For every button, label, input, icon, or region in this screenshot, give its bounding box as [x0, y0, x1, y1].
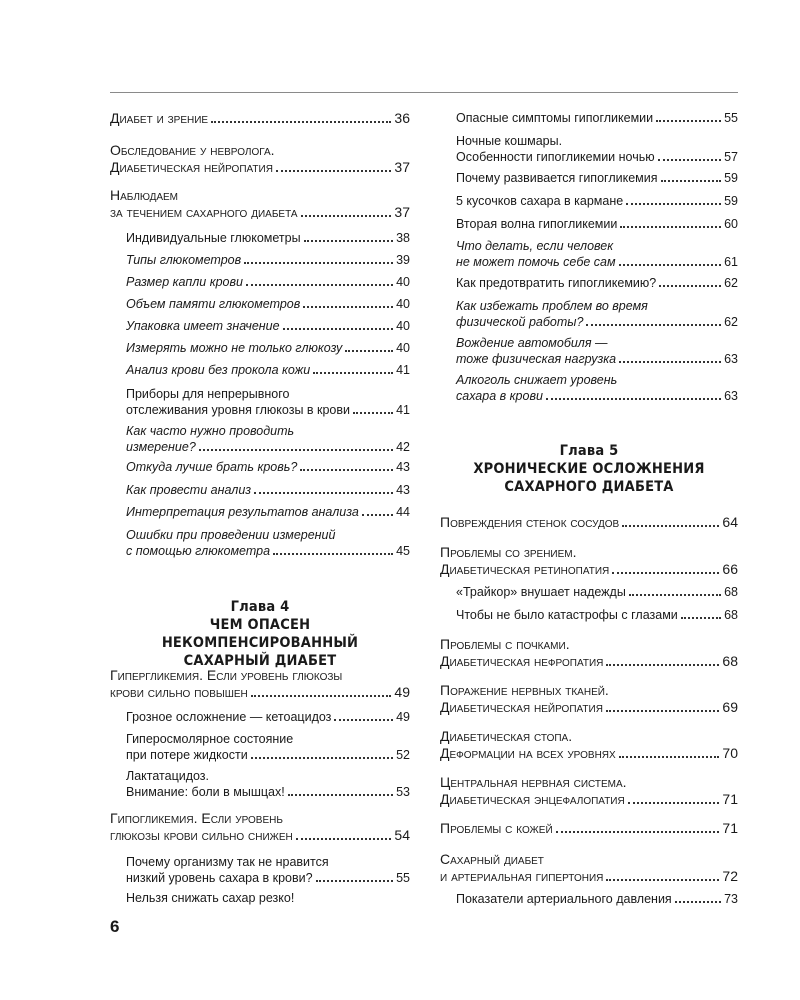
dot-leader	[628, 802, 720, 804]
chapter-4-title-line-1: ЧЕМ ОПАСЕН НЕКОМПЕНСИРОВАННЫЙ	[161, 617, 359, 651]
toc-entry-page: 59	[724, 171, 738, 185]
toc-entry-title: Проблемы с почками.	[440, 636, 570, 652]
dot-leader	[586, 324, 721, 326]
dot-leader	[619, 361, 721, 363]
toc-entry	[456, 133, 738, 165]
dot-leader	[606, 710, 719, 712]
toc-entry	[126, 423, 410, 455]
toc-entry-title: Анализ крови без прокола кожи	[126, 363, 311, 377]
toc-entry-title: при потере жидкости	[126, 748, 248, 762]
toc-entry	[110, 142, 410, 176]
toc-entry-title: Обследование у невролога.	[110, 142, 275, 158]
toc-entry-page: 68	[724, 585, 738, 599]
toc-entry	[126, 731, 410, 763]
toc-entry-title: Наблюдаем	[110, 187, 179, 203]
toc-entry	[440, 820, 738, 837]
toc-entry-page: 42	[396, 440, 410, 454]
toc-entry-title: Откуда лучше брать кровь?	[126, 460, 298, 474]
toc-entry-title: тоже физическая нагрузка	[456, 352, 617, 366]
dot-leader	[629, 594, 721, 596]
toc-entry-title: глюкозы крови сильно снижен	[110, 827, 293, 843]
toc-entry-page: 52	[396, 748, 410, 762]
toc-entry-title: Диабетическая нейропатия	[110, 159, 273, 175]
toc-entry-title: Объем памяти глюкометров	[126, 297, 301, 311]
toc-entry-title: Ночные кошмары.	[456, 134, 563, 148]
toc-entry-title: измерение?	[126, 440, 196, 454]
toc-entry-page: 36	[394, 110, 410, 126]
dot-leader	[681, 617, 721, 619]
toc-entry-page: 43	[396, 483, 410, 497]
toc-entry-page: 72	[722, 868, 738, 884]
toc-entry-page: 63	[724, 389, 738, 403]
toc-entry-title: Внимание: боли в мышцах!	[126, 785, 285, 799]
toc-entry	[440, 636, 738, 670]
toc-entry-page: 37	[394, 159, 410, 175]
toc-entry-page: 40	[396, 319, 410, 333]
toc-entry-title: Проблемы со зрением.	[440, 544, 577, 560]
toc-entry-title: Грозное осложнение — кетоацидоз	[126, 710, 332, 724]
dot-leader	[273, 553, 393, 555]
toc-entry	[126, 296, 410, 312]
toc-entry	[110, 810, 410, 844]
toc-entry-title: 5 кусочков сахара в кармане	[456, 194, 624, 208]
toc-entry-page: 71	[722, 791, 738, 807]
dot-leader	[345, 350, 393, 352]
toc-entry-title: Диабет и зрение	[110, 110, 209, 126]
toc-entry-page: 62	[724, 276, 738, 290]
toc-entry	[126, 318, 410, 334]
dot-leader	[362, 514, 393, 516]
toc-entry-title: Упаковка имеет значение	[126, 319, 280, 333]
toc-entry-title: с помощью глюкометра	[126, 544, 271, 558]
toc-entry-title: Гипергликемия. Если уровень глюкозы	[110, 667, 343, 683]
chapter-4-heading	[110, 598, 410, 670]
dot-leader	[606, 664, 719, 666]
toc-entry	[126, 768, 410, 800]
toc-entry-page: 53	[396, 785, 410, 799]
toc-entry	[126, 482, 410, 498]
toc-entry-page: 73	[724, 892, 738, 906]
toc-entry-title: Ошибки при проведении измерений	[126, 528, 336, 542]
toc-entry-title: Нельзя снижать сахар резко!	[126, 891, 295, 905]
dot-leader	[288, 794, 393, 796]
toc-entry	[456, 275, 738, 291]
dot-leader	[316, 880, 394, 882]
chapter-4-title-line-2: САХАРНЫЙ ДИАБЕТ	[183, 653, 337, 669]
toc-entry	[126, 340, 410, 356]
toc-entry-title: низкий уровень сахара в крови?	[126, 871, 313, 885]
dot-leader	[313, 372, 393, 374]
toc-entry	[126, 274, 410, 290]
toc-entry	[126, 252, 410, 268]
toc-entry-title: сахара в крови	[456, 389, 543, 403]
toc-entry	[440, 544, 738, 578]
dot-leader	[656, 120, 721, 122]
dot-leader	[296, 838, 392, 840]
dot-leader	[612, 572, 719, 574]
toc-entry-title: Деформации на всех уровнях	[440, 745, 616, 761]
dot-leader	[619, 264, 722, 266]
toc-entry	[110, 667, 410, 701]
toc-entry	[126, 854, 410, 886]
toc-entry	[126, 504, 410, 520]
toc-entry-page: 40	[396, 297, 410, 311]
dot-leader	[211, 121, 391, 123]
page-number: 6	[110, 917, 120, 936]
chapter-5-label: Глава 5	[559, 443, 619, 459]
toc-entry-page: 38	[396, 231, 410, 245]
toc-entry-title: Алкоголь снижает уровень	[456, 373, 618, 387]
toc-entry-page: 63	[724, 352, 738, 366]
toc-entry-page: 44	[396, 505, 410, 519]
toc-entry-page: 41	[396, 363, 410, 377]
toc-entry	[126, 386, 410, 418]
dot-leader	[300, 469, 393, 471]
dot-leader	[283, 328, 394, 330]
toc-entry-title: крови сильно повышен	[110, 684, 248, 700]
toc-entry-title: Вторая волна гипогликемии	[456, 217, 618, 231]
dot-leader	[675, 901, 721, 903]
toc-entry-title: Проблемы с кожей	[440, 820, 553, 836]
dot-leader	[334, 719, 393, 721]
toc-entry	[110, 187, 410, 221]
toc-entry-page: 40	[396, 341, 410, 355]
toc-entry	[126, 459, 410, 475]
dot-leader	[619, 756, 720, 758]
toc-entry-title: Чтобы не было катастрофы с глазами	[456, 608, 678, 622]
toc-entry-page: 64	[722, 514, 738, 530]
toc-entry	[456, 372, 738, 404]
toc-entry-page: 61	[724, 255, 738, 269]
toc-entry-title: Диабетическая стопа.	[440, 728, 573, 744]
toc-entry-page: 43	[396, 460, 410, 474]
dot-leader	[254, 492, 393, 494]
toc-entry-page: 49	[394, 684, 410, 700]
toc-entry-title: не может помочь себе сам	[456, 255, 616, 269]
dot-leader	[303, 306, 393, 308]
toc-entry	[440, 514, 738, 531]
toc-entry-page: 55	[724, 111, 738, 125]
toc-entry-page: 40	[396, 275, 410, 289]
toc-entry	[456, 607, 738, 623]
toc-entry-page: 41	[396, 403, 410, 417]
toc-entry-title: за течением сахарного диабета	[110, 204, 298, 220]
toc-entry	[126, 709, 410, 725]
toc-entry-title: Как избежать проблем во время	[456, 299, 648, 313]
dot-leader	[276, 170, 391, 172]
toc-entry	[110, 110, 410, 127]
toc-entry-title: отслеживания уровня глюкозы в крови	[126, 403, 351, 417]
toc-entry-title: Как часто нужно проводить	[126, 424, 295, 438]
toc-entry	[456, 216, 738, 232]
toc-entry	[126, 527, 410, 559]
toc-entry-page: 66	[722, 561, 738, 577]
dot-leader	[626, 203, 721, 205]
toc-entry	[456, 335, 738, 367]
toc-entry-page: 59	[724, 194, 738, 208]
toc-entry-title: Размер капли крови	[126, 275, 243, 289]
toc-entry	[440, 774, 738, 808]
toc-entry-title: Типы глюкометров	[126, 253, 242, 267]
toc-entry-title: Диабетическая нефропатия	[440, 653, 604, 669]
toc-entry-page: 54	[394, 827, 410, 843]
toc-entry	[126, 362, 410, 378]
toc-entry	[456, 170, 738, 186]
toc-entry-page: 69	[722, 699, 738, 715]
toc-entry-title: Гипогликемия. Если уровень	[110, 810, 283, 826]
toc-entry-page: 71	[722, 820, 738, 836]
dot-leader	[606, 879, 719, 881]
toc-entry-page: 45	[396, 544, 410, 558]
toc-entry-title: Индивидуальные глюкометры	[126, 231, 301, 245]
dot-leader	[246, 284, 393, 286]
toc-entry	[456, 584, 738, 600]
toc-entry	[456, 298, 738, 330]
top-rule	[110, 92, 738, 93]
toc-entry-title: Особенности гипогликемии ночью	[456, 150, 655, 164]
toc-entry-title: Измерять можно не только глюкозу	[126, 341, 343, 355]
toc-entry-title: Опасные симптомы гипогликемии	[456, 111, 654, 125]
toc-entry-title: физической работы?	[456, 315, 584, 329]
chapter-5-title-line-1: ХРОНИЧЕСКИЕ ОСЛОЖНЕНИЯ	[473, 461, 705, 477]
chapter-5-title-line-2: САХАРНОГО ДИАБЕТА	[504, 479, 674, 495]
chapter-4-label: Глава 4	[230, 599, 290, 615]
chapter-5-heading	[440, 442, 738, 496]
toc-entry-title: Диабетическая нейропатия	[440, 699, 603, 715]
toc-entry-page: 57	[724, 150, 738, 164]
toc-entry	[456, 238, 738, 270]
toc-entry-title: Приборы для непрерывного	[126, 387, 290, 401]
toc-entry-page: 60	[724, 217, 738, 231]
toc-entry-title: Что делать, если человек	[456, 239, 614, 253]
toc-entry	[126, 230, 410, 246]
toc-entry-title: Как предотвратить гипогликемию?	[456, 276, 657, 290]
dot-leader	[251, 695, 392, 697]
toc-entry-title: Показатели артериального давления	[456, 892, 672, 906]
toc-entry	[456, 193, 738, 209]
toc-entry-page: 55	[396, 871, 410, 885]
dot-leader	[661, 180, 722, 182]
toc-entry	[456, 891, 738, 907]
dot-leader	[301, 215, 392, 217]
toc-entry-title: Интерпретация результатов анализа	[126, 505, 359, 519]
toc-entry-title: Почему организму так не нравится	[126, 855, 329, 869]
dot-leader	[620, 226, 721, 228]
toc-entry-title: Поражение нервных тканей.	[440, 682, 609, 698]
toc-entry-title: Повреждения стенок сосудов	[440, 514, 620, 530]
toc-entry-title: Лактатацидоз.	[126, 769, 210, 783]
dot-leader	[304, 240, 394, 242]
toc-entry	[440, 682, 738, 716]
dot-leader	[622, 525, 719, 527]
toc-entry-title: Почему развивается гипогликемия	[456, 171, 658, 185]
dot-leader	[659, 285, 721, 287]
toc-entry-title: Сахарный диабет	[440, 851, 544, 867]
toc-entry	[440, 851, 738, 885]
dot-leader	[251, 757, 393, 759]
dot-leader	[199, 449, 393, 451]
dot-leader	[353, 412, 393, 414]
toc-entry	[456, 110, 738, 126]
dot-leader	[658, 159, 721, 161]
toc-entry-page: 68	[724, 608, 738, 622]
toc-entry-title: Диабетическая энцефалопатия	[440, 791, 625, 807]
toc-entry-title: Гиперосмолярное состояние	[126, 732, 294, 746]
toc-entry-title: Как провести анализ	[126, 483, 252, 497]
toc-entry-page: 70	[722, 745, 738, 761]
toc-entry-title: и артериальная гипертония	[440, 868, 604, 884]
toc-entry-page: 49	[396, 710, 410, 724]
toc-entry-page: 62	[724, 315, 738, 329]
toc-entry	[126, 890, 410, 906]
dot-leader	[546, 398, 721, 400]
toc-entry-title: Диабетическая ретинопатия	[440, 561, 610, 577]
toc-entry-title: Центральная нервная система.	[440, 774, 627, 790]
toc-entry-page: 37	[394, 204, 410, 220]
toc-entry-title: Вождение автомобиля —	[456, 336, 608, 350]
toc-entry-page: 39	[396, 253, 410, 267]
toc-entry-page: 68	[722, 653, 738, 669]
dot-leader	[556, 831, 720, 833]
dot-leader	[244, 262, 393, 264]
toc-entry-title: «Трайкор» внушает надежды	[456, 585, 626, 599]
toc-entry	[440, 728, 738, 762]
